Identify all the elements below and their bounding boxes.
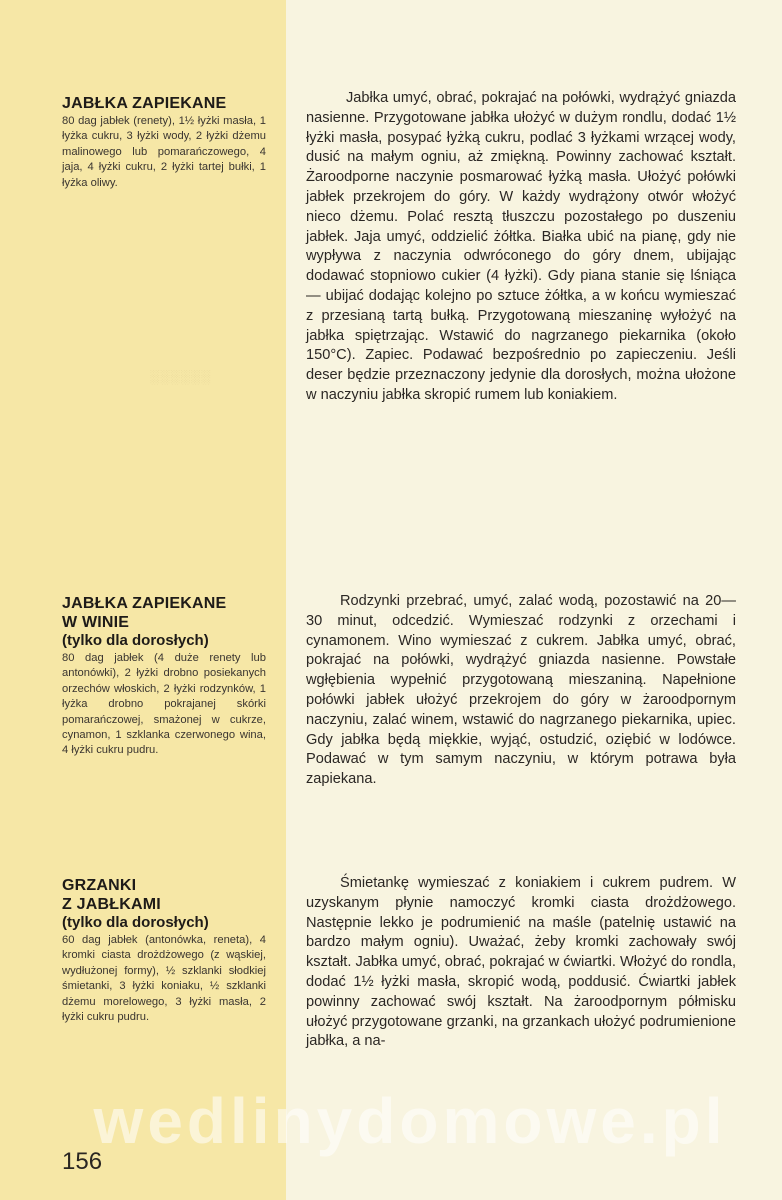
recipe-2-header (62, 594, 266, 759)
recipe-2-title-line-2: W WINIE (62, 614, 130, 631)
recipe-1-header (62, 94, 266, 191)
recipe-2-subtitle: (tylko dla dorosłych) (62, 632, 209, 649)
watermark: wedlinydomowe.pl (93, 1085, 727, 1157)
recipe-1-ingredients: 80 dag jabłek (renety), 1½ łyżki masła, 1 łyżka cukru, 3 łyżki wody, 2 łyżki dżemu malinowego lub pomarańczowego, 4 jaja, 4 łyżki cukru, 2 łyżki tartej bułki, 1 łyżka oliwy. (62, 115, 266, 189)
recipe-3-header (62, 876, 266, 1025)
bleed-through-decoration: ░░░░░░ (150, 369, 212, 384)
recipe-2-ingredients: 80 dag jabłek (4 duże renety lub antonówki), 2 łyżki drobno posiekanych orzechów włoskich, 2 łyżki rodzynków, 1 łyżka drobno pokrajanej skórki pomarańczowej, smażonej w cukrze, cynamon, 1 szklanka czerwonego wina, 4 łyżki cukru pudru. (62, 652, 266, 757)
page-number: 156 (62, 1148, 103, 1175)
recipe-3-subtitle: (tylko dla dorosłych) (62, 914, 209, 931)
recipe-3-instructions: Śmietankę wymieszać z koniakiem i cukrem pudrem. W uzyskanym płynie namoczyć kromki ciasta drożdżowego. Następnie lekko je podrumienić na maśle (patelnię ustawić na bardzo małym ogniu). Uważać, żeby kromki zachowały swój kształt. Jabłka umyć, obrać, pokrajać w ćwiartki. Włożyć do rondla, dodać 1½ łyżki masła, skropić wodą, poddusić. Ćwiartki jabłek powinny zachować swój kształt. Na żaroodpornym półmisku ułożyć przygotowane grzanki, na grzankach ułożyć podrumienione jabłka, a na- (306, 875, 736, 1050)
recipe-3-title-line-2: Z JABŁKAMI (62, 896, 161, 913)
recipe-3-title-line-1: GRZANKI (62, 877, 137, 894)
recipe-1-instructions: Jabłka umyć, obrać, pokrajać na połówki, wydrążyć gniazda nasienne. Przygotowane jabłka ułożyć w dużym rondlu, dodać 1½ łyżki masła, posypać łyżką cukru, podlać 3 łyżkami wrzącej wody, dusić na małym ogniu, aż zmiękną. Powinny zachować kształt. Żaroodporne naczynie posmarować łyżką masła. Ułożyć połówki jabłek przekrojem do góry. W każdy wydrążony otwór włożyć nieco dżemu. Polać resztą tłuszczu pozostałego po duszeniu jabłek. Jaja umyć, oddzielić żółtka. Białka ubić na pianę, gdy nie wypływa z naczynia odwróconego do góry dnem, ubijając dodawać stopniowo cukier (4 łyżki). Gdy piana stanie się lśniąca — ubijać dodając kolejno po sztuce żółtka, a w końcu wymieszać z przesianą tartą bułką. Przygotowaną mieszaninę wyłożyć na jabłka spiętrzając. Wstawić do nagrzanego piekarnika (około 150°C). Zapiec. Podawać bezpośrednio po zapieczeniu. Jeśli deser będzie przeznaczony jedynie dla dorosłych, można ułożone w naczyniu jabłka skropić rumem lub koniakiem. (306, 90, 736, 403)
recipe-2-title-line-1: JABŁKA ZAPIEKANE (62, 595, 227, 612)
recipe-1-title: JABŁKA ZAPIEKANE (62, 95, 227, 112)
recipe-3-ingredients: 60 dag jabłek (antonówka, reneta), 4 kromki ciasta drożdżowego (z wąskiej, wydłużonej formy), ½ szklanki słodkiej śmietanki, 3 łyżki koniaku, ½ szklanki dżemu morelowego, 3 łyżki masła, 2 łyżki cukru pudru. (62, 934, 266, 1024)
recipe-2-instructions: Rodzynki przebrać, umyć, zalać wodą, pozostawić na 20—30 minut, odcedzić. Wymieszać rodzynki z orzechami i cynamonem. Wino wymieszać z cukrem. Jabłka umyć, obrać, pokrajać na połówki, wydrążyć gniazda nasienne. Powstałe wgłębienia wypełnić przygotowaną mieszaniną. Napełnione połówki jabłek ułożyć przekrojem do góry w żaroodpornym naczyniu, zalać winem, wstawić do nagrzanego piekarnika, upiec. Gdy jabłka będą miękkie, wyjąć, ostudzić, oziębić w lodówce. Podawać w tym samym naczyniu, w którym potrawa była zapiekana. (306, 593, 736, 788)
